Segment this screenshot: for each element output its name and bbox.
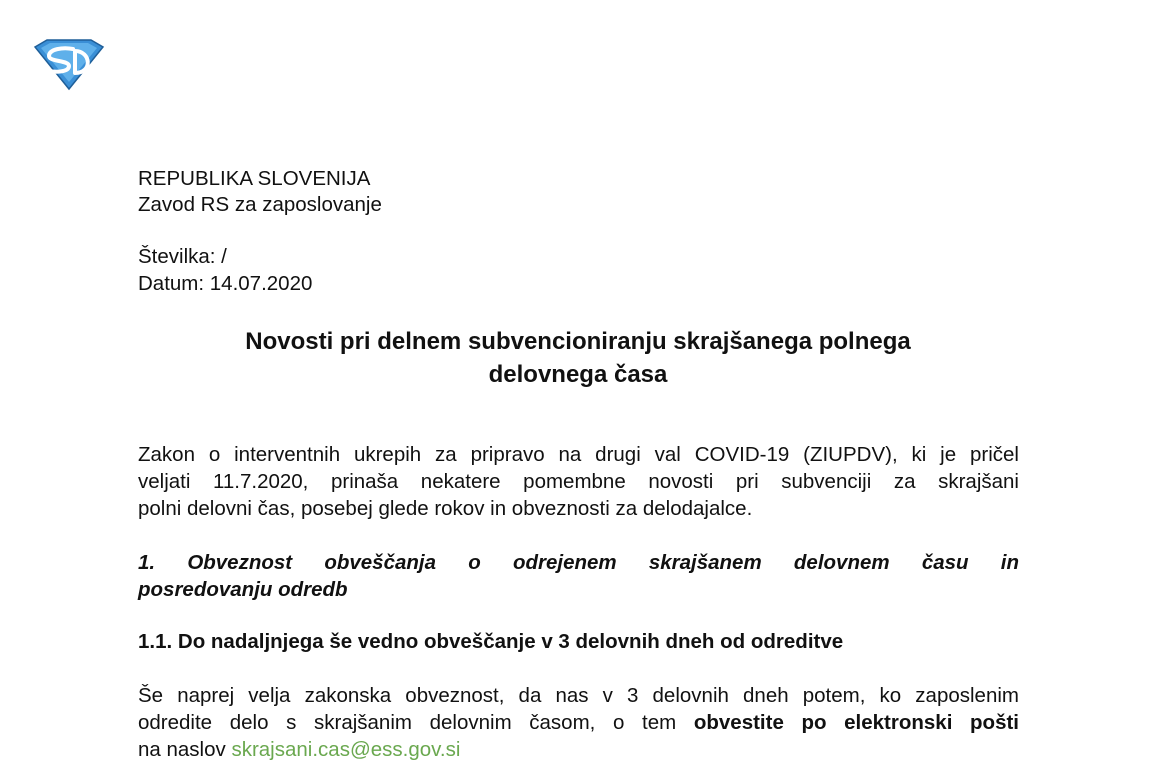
title-line-2: delovnega časa xyxy=(488,361,668,388)
section-1-heading xyxy=(138,549,1019,603)
institution-header xyxy=(138,166,382,218)
body-line-1: Še naprej velja zakonska obveznost, da nas v 3 delovnih dneh potem, ko zaposlenim xyxy=(138,684,1019,707)
intro-paragraph xyxy=(138,441,1019,522)
zrsz-logo xyxy=(33,37,105,91)
body-line-3-text: na naslov xyxy=(138,738,232,761)
document-date: Datum: 14.07.2020 xyxy=(138,272,313,295)
section-1-1-heading xyxy=(138,628,1019,655)
document-meta xyxy=(138,243,312,297)
section-1-line-2: posredovanju odredb xyxy=(138,578,348,601)
body-line-3 xyxy=(138,736,1019,763)
document-title xyxy=(138,325,1018,391)
body-line-2 xyxy=(138,709,1019,736)
document-number: Številka: / xyxy=(138,245,227,268)
agency-name: Zavod RS za zaposlovanje xyxy=(138,193,382,216)
body-paragraph xyxy=(138,682,1019,763)
title-line-1: Novosti pri delnem subvencioniranju skrajšanega polnega xyxy=(245,328,911,355)
body-line-2-emphasis: obvestite po elektronski pošti xyxy=(693,711,1020,734)
body-line-2-text: odredite delo s skrajšanim delovnim časom, o tem xyxy=(138,711,694,734)
intro-line-3: polni delovni čas, posebej glede rokov in obveznosti za delodajalce. xyxy=(138,497,753,520)
email-link[interactable]: skrajsani.cas@ess.gov.si xyxy=(231,738,461,761)
intro-line-2: veljati 11.7.2020, prinaša nekatere pomembne novosti pri subvenciji za skrajšani xyxy=(138,470,1019,493)
republic-name: REPUBLIKA SLOVENIJA xyxy=(138,167,371,190)
section-1-line-1: 1. Obveznost obveščanja o odrejenem skrajšanem delovnem času in xyxy=(138,551,1019,574)
intro-line-1: Zakon o interventnih ukrepih za pripravo na drugi val COVID-19 (ZIUPDV), ki je pričel xyxy=(138,443,1019,466)
section-1-1-text: 1.1. Do nadaljnjega še vedno obveščanje v 3 delovnih dneh od odreditve xyxy=(138,630,844,653)
